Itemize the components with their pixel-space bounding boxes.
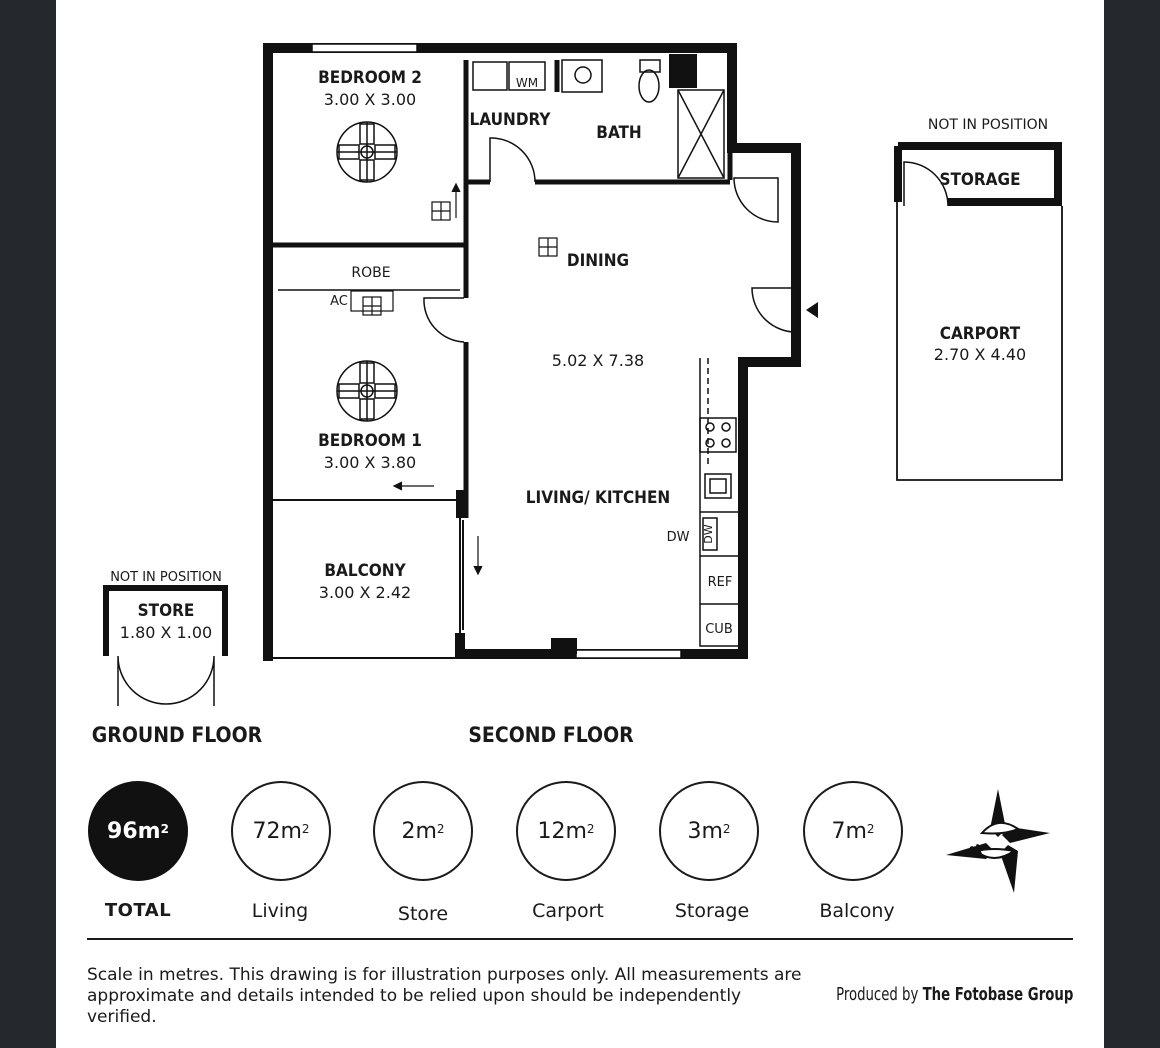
area-circle-living: 72m $^2$ (231, 781, 331, 881)
area-circle-carport: 12m $^2$ (516, 781, 616, 881)
ref-label: REF (707, 575, 733, 590)
divider (87, 938, 1073, 940)
compass-icon (942, 785, 1054, 897)
door-swings (424, 138, 798, 342)
cub-label: CUB (705, 622, 733, 637)
area-label-carport: Carport (532, 900, 604, 922)
area-label-balcony: Balcony (819, 900, 895, 922)
balcony-dims: 3.00 X 2.42 (318, 583, 412, 602)
ground-floor-label: GROUND FLOOR (91, 723, 263, 747)
dw-label-inner: DW (702, 524, 715, 544)
dining-name: DINING (566, 251, 630, 271)
bedroom2-name: BEDROOM 2 (318, 68, 422, 88)
storage-note: NOT IN POSITION (927, 117, 1049, 133)
floorplan-drawing (56, 0, 1104, 770)
disclaimer-text: Scale in metres. This drawing is for illustration purposes only. All measurements are approximate and details intended to be relied upon should be independently verified. (87, 965, 802, 1027)
double-door-swing (118, 656, 214, 706)
living-name: LIVING/ KITCHEN (525, 488, 671, 508)
wm-label: WM (515, 76, 539, 90)
carport-name: CARPORT (939, 324, 1021, 344)
store-room (106, 588, 225, 656)
produced-by-credit: Produced by The Fotobase Group (835, 984, 1073, 1005)
svg-text:N: N (967, 841, 985, 861)
bedroom1-dims: 3.00 X 3.80 (323, 453, 417, 472)
bedroom1-name: BEDROOM 1 (318, 431, 422, 451)
second-floor-label: SECOND FLOOR (468, 723, 634, 747)
ac-label: AC (330, 294, 348, 309)
area-circle-store: 2m $^2$ (373, 781, 473, 881)
area-circle-balcony: 7m $^2$ (803, 781, 903, 881)
area-label-living: Living (251, 900, 309, 922)
balcony-name: BALCONY (324, 561, 406, 581)
kitchen-bench (700, 358, 738, 646)
bedroom2-dims: 3.00 X 3.00 (323, 90, 417, 109)
entry-arrow-icon (806, 302, 818, 318)
area-circle-total: 96m $^2$ (88, 781, 188, 881)
carport (897, 146, 1062, 480)
store-name: STORE (137, 601, 195, 621)
store-dims: 1.80 X 1.00 (119, 623, 213, 642)
area-label-storage: Storage (674, 900, 750, 922)
ceiling-fan-icon (337, 361, 397, 421)
dw-label-outer: DW (666, 530, 690, 545)
area-circle-storage: 3m $^2$ (659, 781, 759, 881)
carport-dims: 2.70 X 4.40 (933, 345, 1027, 364)
area-label-store: Store (397, 903, 449, 925)
ceiling-fan-icon (337, 122, 397, 182)
floorplan-sheet (56, 0, 1104, 1048)
storage-name: STORAGE (939, 170, 1021, 190)
robe-label: ROBE (351, 265, 391, 281)
bath-name: BATH (596, 123, 642, 143)
area-label-total: TOTAL (104, 900, 172, 921)
store-note: NOT IN POSITION (110, 570, 222, 585)
dining-dims: 5.02 X 7.38 (551, 351, 645, 370)
laundry-name: LAUNDRY (469, 110, 551, 130)
